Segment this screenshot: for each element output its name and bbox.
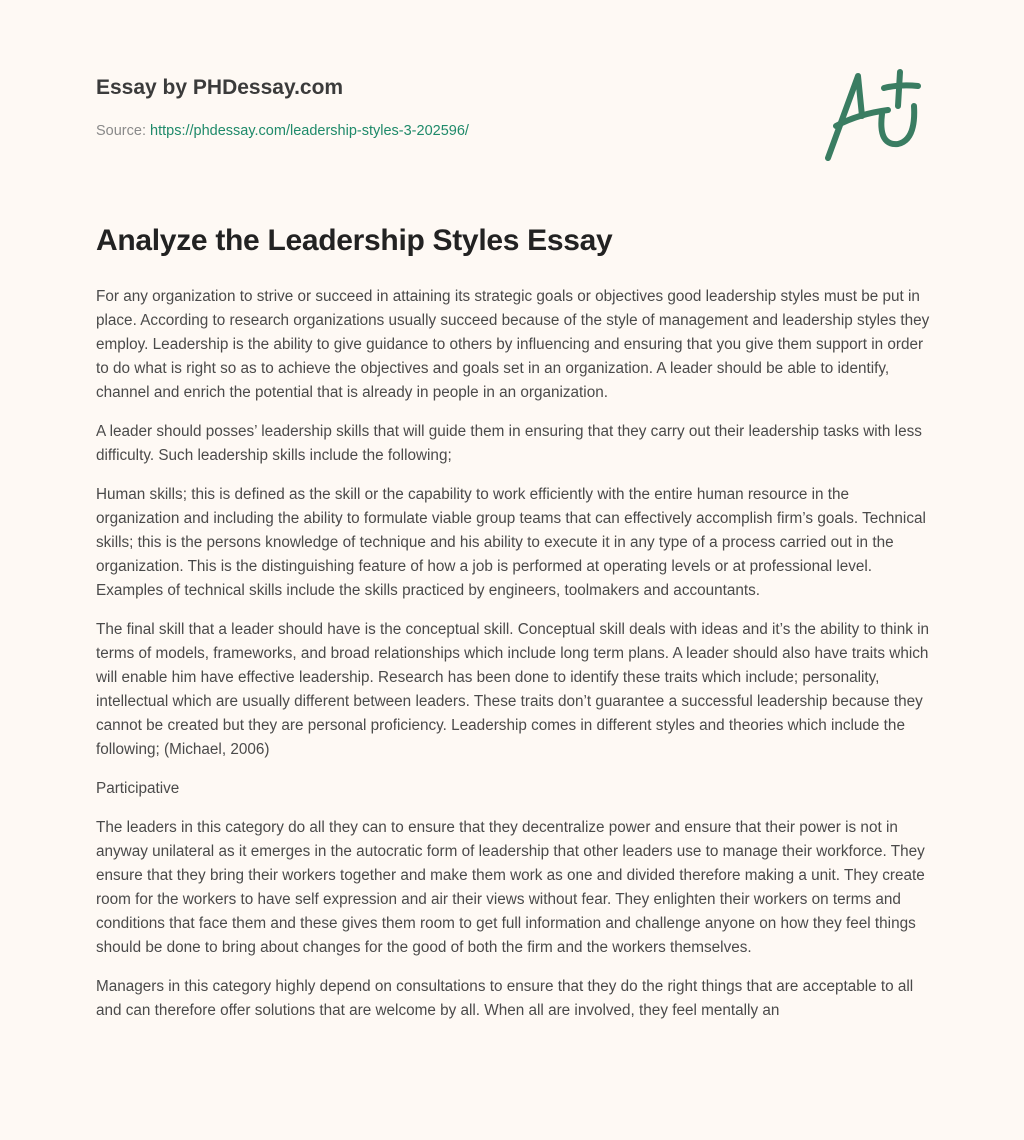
paragraph: Human skills; this is defined as the skill or the capability to work efficiently with the entire human resource in the organization and including the ability to formulate viable group teams that can effectively accomplish firm’s goals. Technical skills; this is the persons knowledge of technique and his ability to execute it in any type of a process carried out in the organization. This is the distinguishing feature of how a job is performed at operating levels or at professional level. Examples of technical skills include the skills practiced by engineers, toolmakers and accountants. [96,486,926,599]
source-link[interactable]: https://phdessay.com/leadership-styles-3-202596/ [150,123,469,139]
paragraph: A leader should posses’ leadership skills that will guide them in ensuring that they carry out their leadership tasks with less difficulty. Such leadership skills include the following; [96,423,922,464]
source-line [96,123,469,139]
paragraph: The leaders in this category do all they can to ensure that they decentralize power and ensure that their power is not in anyway unilateral as it emerges in the autocratic form of leadership that other leaders use to manage their workforce. They ensure that they bring their workers together and make them work as one and divided therefore making a unit. They create room for the workers to have self expression and air their views without fear. They enlighten their workers on terms and conditions that face them and these gives them room to get full information and challenge anyone on how they feel things should be done to bring about changes for the good of both the firm and the workers themselves. [96,819,925,956]
site-brand: Essay by PHDessay.com [96,76,344,99]
source-label: Source: [96,123,146,139]
a-plus-logo-icon [818,66,930,166]
paragraph: For any organization to strive or succeed in attaining its strategic goals or objectives good leadership styles must be put in place. According to research organizations usually succeed because of the style of management and leadership styles they employ. Leadership is the ability to give guidance to others by influencing and ensuring that you give them support in order to do what is right so as to achieve the objectives and goals set in an organization. A leader should be able to identify, channel and enrich the potential that is already in people in an organization. [96,288,930,401]
page-title: Analyze the Leadership Styles Essay [96,224,613,257]
essay-body [96,285,932,1038]
paragraph: The final skill that a leader should have is the conceptual skill. Conceptual skill deals with ideas and it’s the ability to think in terms of models, frameworks, and broad relationships which include long term plans. A leader should also have traits which will enable him have effective leadership. Research has been done to identify these traits which include; personality, intellectual which are usually different between leaders. These traits don’t guarantee a successful leadership because they cannot be created but they are personal proficiency. Leadership comes in different styles and theories which include the following; (Michael, 2006) [96,621,930,758]
paragraph: Managers in this category highly depend on consultations to ensure that they do the right things that are acceptable to all and can therefore offer solutions that are welcome by all. When all are involved, they feel mentally an [96,978,914,1019]
section-heading-participative: Participative [96,780,180,797]
